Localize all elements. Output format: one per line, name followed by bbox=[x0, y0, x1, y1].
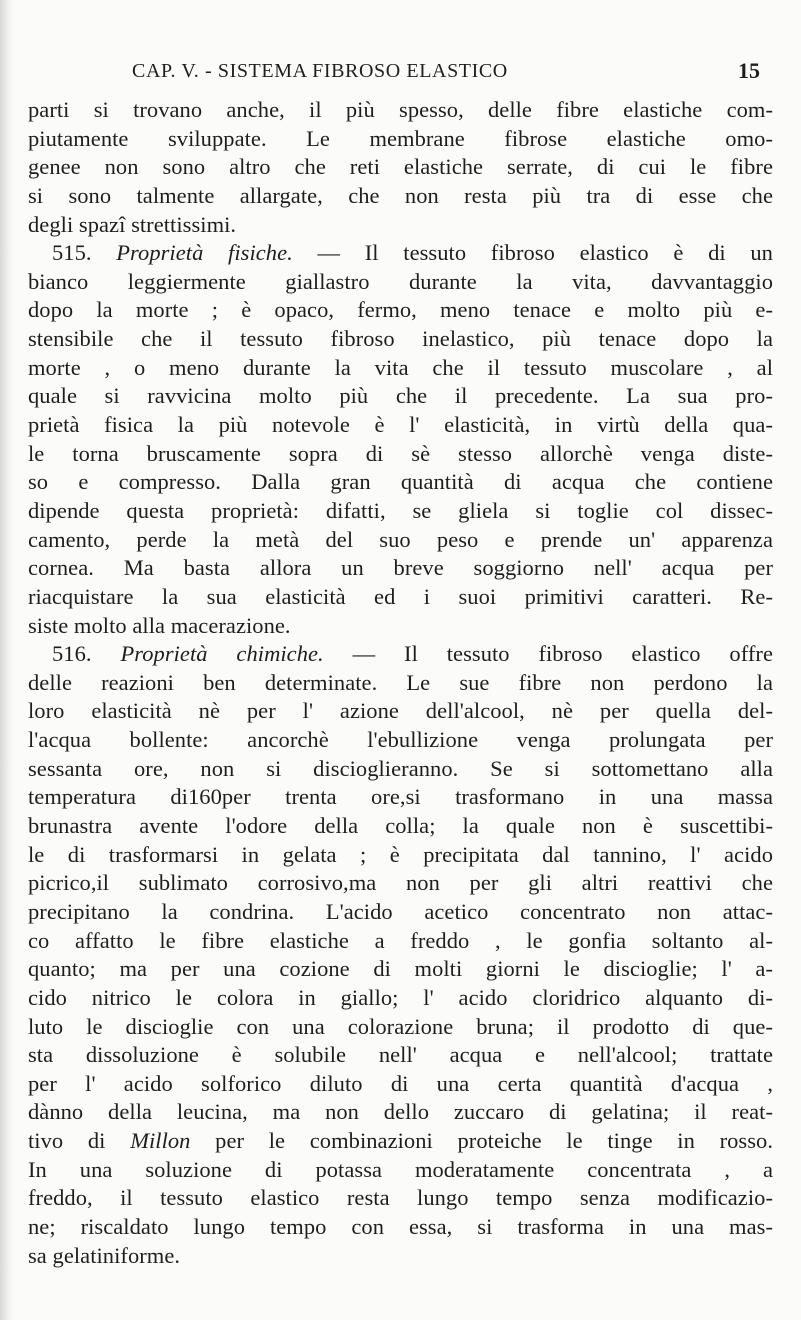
text-fragment: tivo di bbox=[28, 1128, 131, 1154]
text-line: precipitano la condrina. L'acido acetico concentrato non attac- bbox=[28, 898, 773, 924]
text-line: sa gelatiniforme. bbox=[28, 1242, 181, 1268]
text-line-millon bbox=[28, 1127, 773, 1156]
text-line: genee non sono altro che reti elastiche serrate, di cui le fibre bbox=[28, 154, 773, 180]
page-gutter-shadow bbox=[0, 0, 14, 1320]
section-lead-text: — Il tessuto fibroso elastico offre bbox=[323, 641, 773, 667]
text-line: si sono talmente allargate, che non resta più tra di esse che bbox=[28, 182, 773, 208]
text-line: cornea. Ma basta allora un breve soggiorno nell' acqua per bbox=[28, 555, 773, 581]
body-text bbox=[28, 96, 773, 1270]
proper-name-millon: Millon bbox=[130, 1128, 191, 1154]
section-516-heading-line bbox=[28, 640, 773, 669]
text-line: luto le discioglie con una colorazione bruna; il prodotto di que- bbox=[28, 1013, 773, 1039]
text-line: In una soluzione di potassa moderatamente concentrata , a bbox=[28, 1156, 773, 1182]
text-line: le di trasformarsi in gelata ; è precipitata dal tannino, l' acido bbox=[28, 841, 773, 867]
running-title: CAP. V. - SISTEMA FIBROSO ELASTICO bbox=[132, 60, 508, 82]
section-lead-text: — Il tessuto fibroso elastico è di un bbox=[292, 240, 773, 266]
text-line: degli spazî strettissimi. bbox=[28, 211, 237, 237]
page-header bbox=[92, 60, 782, 88]
text-line: freddo, il tessuto elastico resta lungo tempo senza modificazio- bbox=[28, 1185, 773, 1211]
text-line: temperatura di160per trenta ore,si trasformano in una massa bbox=[28, 784, 773, 810]
section-number: 516. bbox=[52, 641, 92, 667]
text-line: cido nitrico le colora in giallo; l' acido cloridrico alquanto di- bbox=[28, 984, 773, 1010]
text-line: dànno della leucina, ma non dello zuccaro di gelatina; il reat- bbox=[28, 1099, 773, 1125]
section-515-heading-line bbox=[28, 239, 773, 268]
text-line: camento, perde la metà del suo peso e prende un' apparenza bbox=[28, 526, 773, 552]
text-line: sessanta ore, non si discioglieranno. Se si sottomettano alla bbox=[28, 755, 773, 781]
text-line: dopo la morte ; è opaco, fermo, meno tenace e molto più e- bbox=[28, 297, 773, 323]
text-fragment: per le combinazioni proteiche le tinge in rosso. bbox=[190, 1128, 774, 1154]
section-title: Proprietà chimiche. bbox=[120, 641, 324, 667]
text-line: dipende questa proprietà: difatti, se gliela si toglie col dissec- bbox=[28, 497, 773, 523]
text-line: l'acqua bollente: ancorchè l'ebullizione venga prolungata per bbox=[28, 727, 773, 753]
text-line: riacquistare la sua elasticità ed i suoi primitivi caratteri. Re- bbox=[28, 583, 773, 609]
text-line: co affatto le fibre elastiche a freddo , le gonfia soltanto al- bbox=[28, 927, 773, 953]
text-line: bianco leggiermente giallastro durante la vita, davvantaggio bbox=[28, 268, 773, 294]
page-number: 15 bbox=[738, 58, 760, 83]
section-title: Proprietà fisiche. bbox=[116, 240, 293, 266]
text-line: delle reazioni ben determinate. Le sue fibre non perdono la bbox=[28, 669, 773, 695]
text-line: prietà fisica la più notevole è l' elasticità, in virtù della qua- bbox=[28, 412, 773, 438]
text-line: parti si trovano anche, il più spesso, delle fibre elastiche com- bbox=[28, 97, 773, 122]
section-number: 515. bbox=[52, 240, 92, 266]
text-line: loro elasticità nè per l' azione dell'alcool, nè per quella del- bbox=[28, 698, 773, 724]
text-line: quale si ravvicina molto più che il precedente. La sua pro- bbox=[28, 383, 773, 409]
text-line: stensibile che il tessuto fibroso inelastico, più tenace dopo la bbox=[28, 326, 773, 352]
text-line: so e compresso. Dalla gran quantità di acqua che contiene bbox=[28, 469, 773, 495]
text-line: per l' acido solforico diluto di una certa quantità d'acqua , bbox=[28, 1070, 773, 1096]
text-line: quanto; ma per una cozione di molti giorni le discioglie; l' a- bbox=[28, 956, 773, 982]
text-line: siste molto alla macerazione. bbox=[28, 612, 291, 638]
text-line: morte , o meno durante la vita che il tessuto muscolare , al bbox=[28, 354, 773, 380]
text-line: ne; riscaldato lungo tempo con essa, si trasforma in una mas- bbox=[28, 1213, 773, 1239]
text-line: brunastra avente l'odore della colla; la quale non è suscettibi- bbox=[28, 813, 773, 839]
text-line: sta dissoluzione è solubile nell' acqua e nell'alcool; trattate bbox=[28, 1042, 773, 1068]
text-line: le torna bruscamente sopra di sè stesso allorchè venga diste- bbox=[28, 440, 773, 466]
text-line: piutamente sviluppate. Le membrane fibrose elastiche omo- bbox=[28, 125, 773, 151]
text-line: picrico,il sublimato corrosivo,ma non per gli altri reattivi che bbox=[28, 870, 773, 896]
